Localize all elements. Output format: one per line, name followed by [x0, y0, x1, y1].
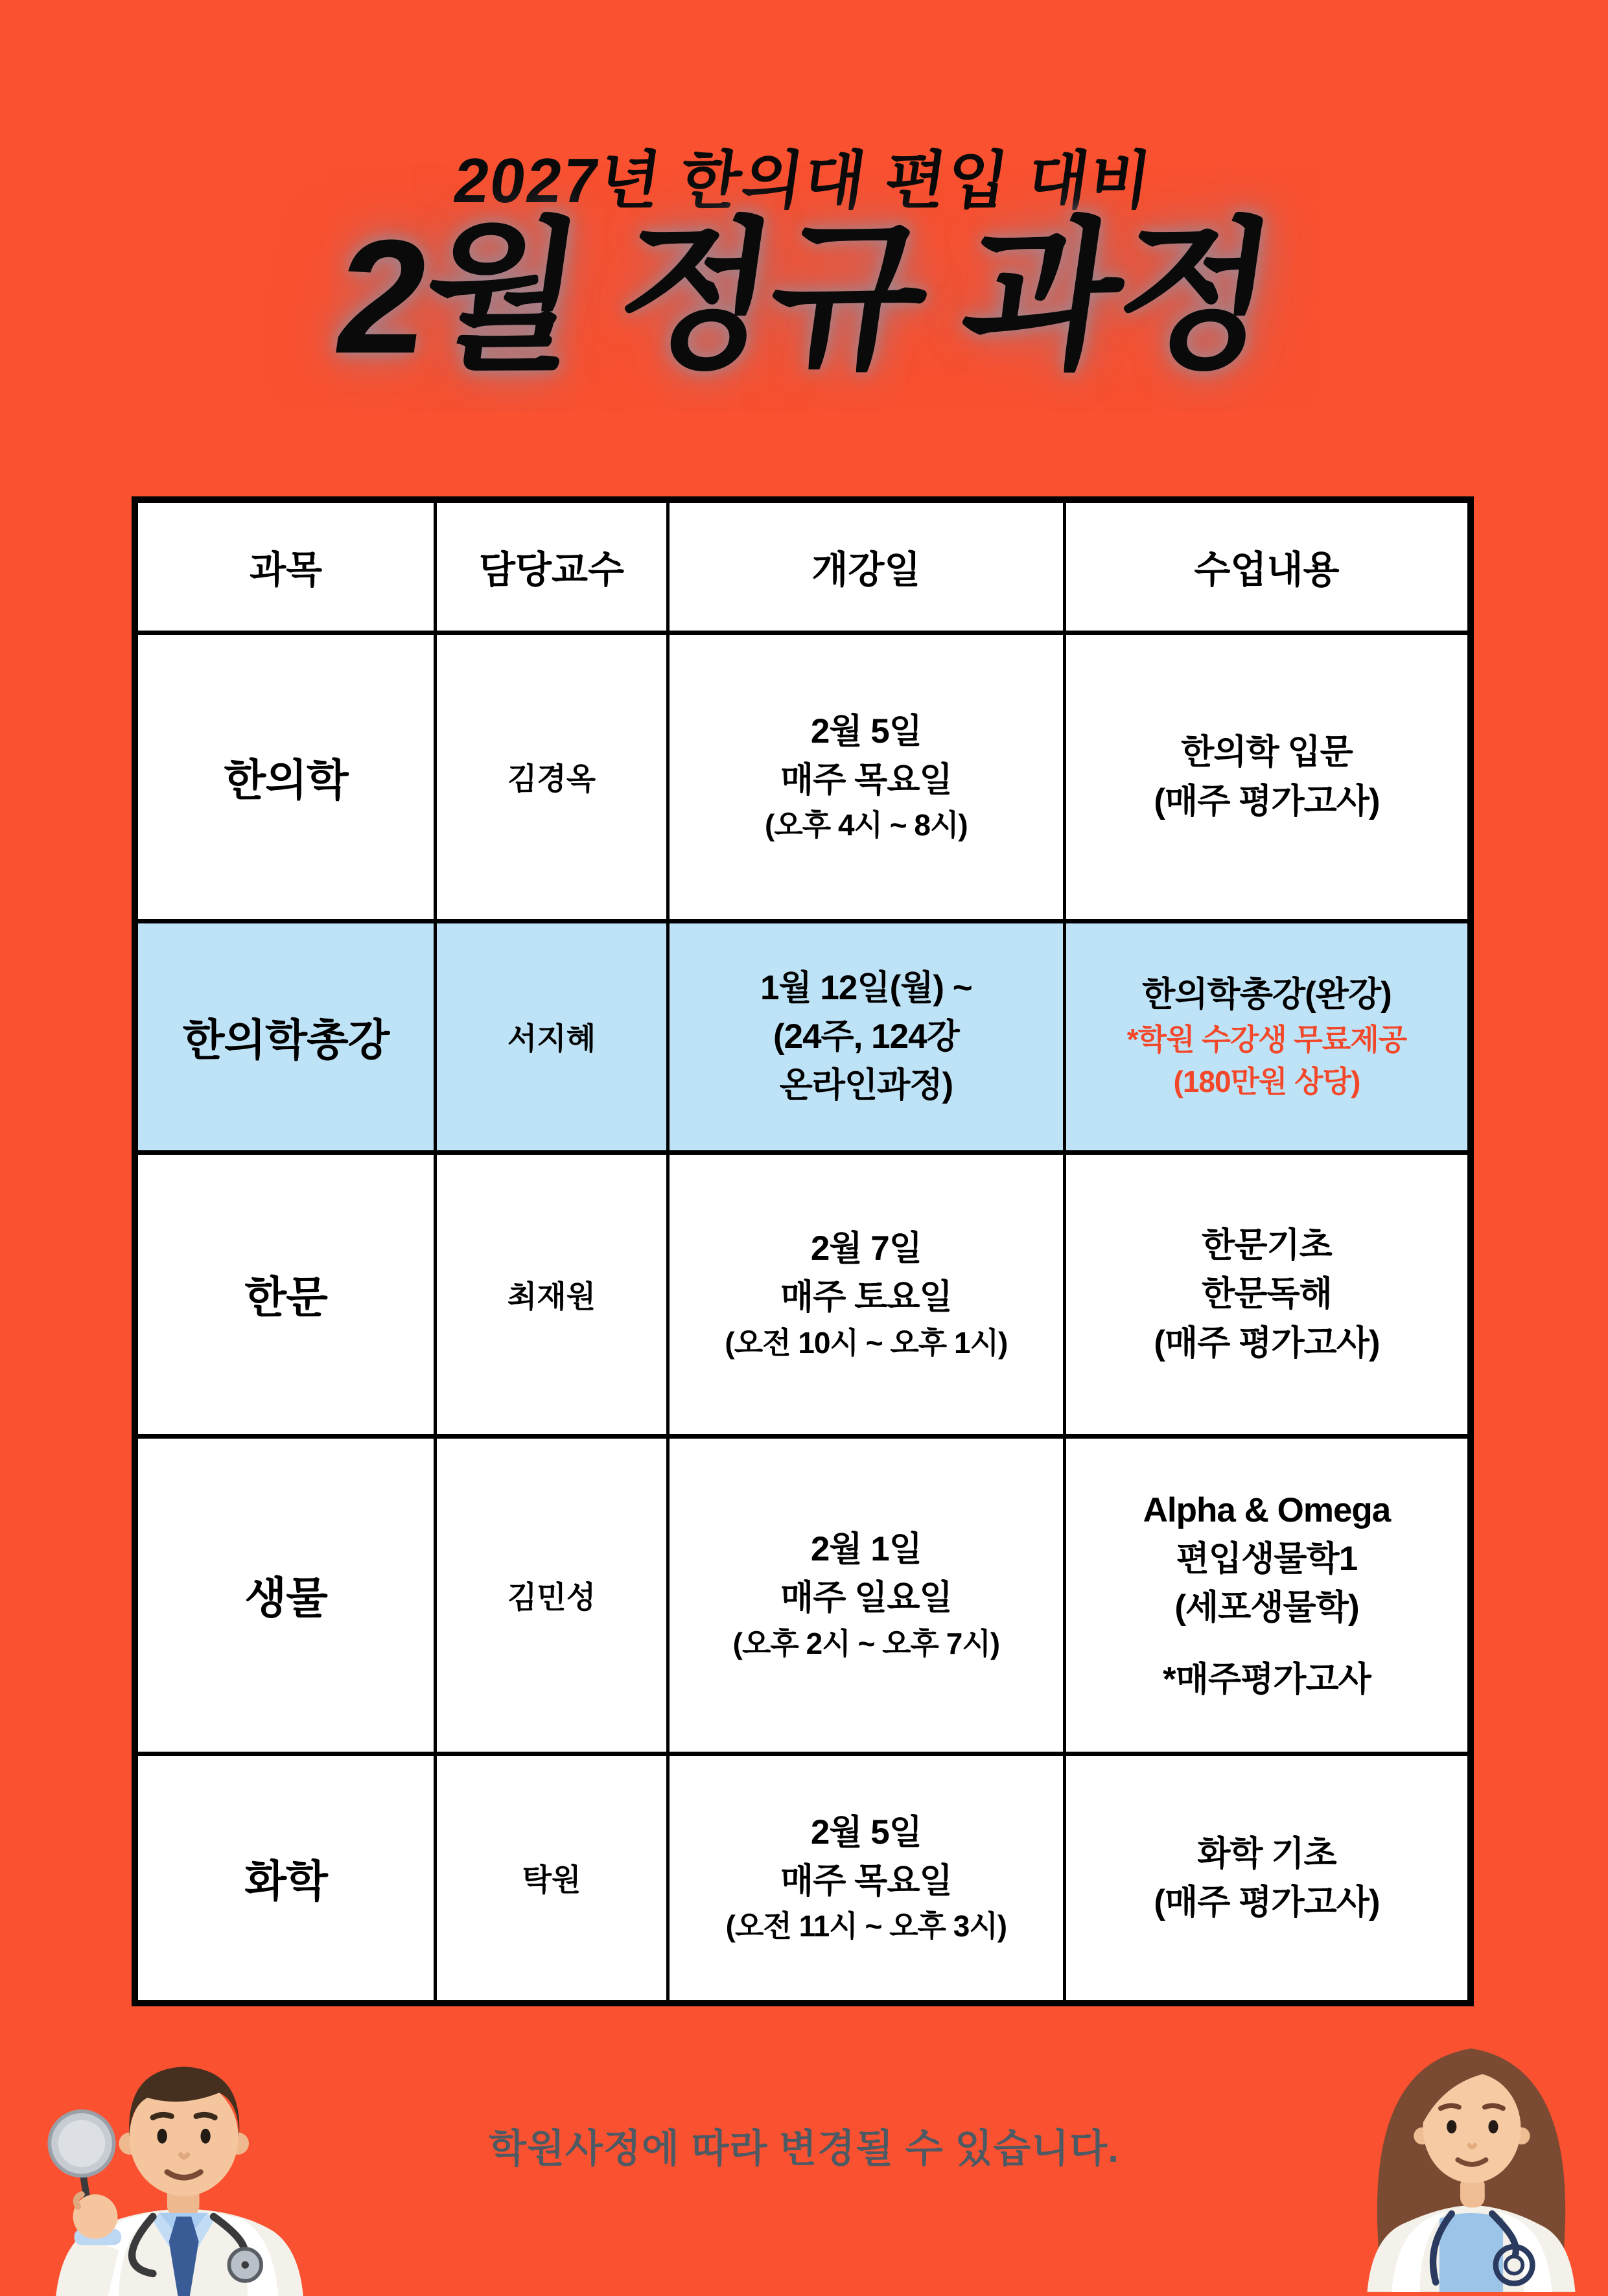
table-row	[135, 1152, 1471, 1436]
content-line: (세포생물학)	[1174, 1588, 1359, 1627]
subject-label: 한문	[244, 1273, 327, 1322]
footnote: 학원사정에 따라 변경될 수 있습니다.	[489, 2127, 1119, 2170]
subject-cell	[135, 1152, 436, 1436]
table-header-row	[135, 500, 1471, 632]
col-header-start-date: 개강일	[668, 500, 1064, 632]
table-row	[135, 1754, 1471, 2003]
professor-name: 김민성	[507, 1579, 596, 1614]
professor-name: 탁원	[522, 1862, 581, 1897]
course-table-body	[135, 632, 1471, 2003]
content-line: (매주 평가고사)	[1154, 1883, 1380, 1921]
content-line: 한문기초	[1202, 1226, 1332, 1265]
content-line: (매주 평가고사)	[1154, 1323, 1380, 1362]
professor-name: 김경옥	[507, 761, 596, 796]
male-doctor-illustration	[26, 2050, 305, 2296]
table-row	[135, 1436, 1471, 1754]
poster-subtitle: 2027년 한의대 편입 대비	[449, 145, 1158, 216]
subject-label: 생물	[244, 1574, 327, 1623]
subject-label: 화학	[244, 1857, 327, 1906]
professor-cell	[436, 632, 668, 921]
start-date-line: 2월 5일	[810, 712, 922, 750]
content-line: 편입생물학1	[1176, 1539, 1358, 1578]
content-line: (180만원 상당)	[1173, 1065, 1360, 1099]
content-cell	[1064, 921, 1471, 1152]
content-cell	[1064, 1436, 1471, 1754]
content-cell	[1064, 1152, 1471, 1436]
male-doctor-raised-hand	[49, 2111, 121, 2296]
start-date-line: 매주 일요일	[780, 1579, 952, 1618]
start-date-line: 1월 12일(월) ~	[760, 968, 972, 1007]
subject-label: 한의학총강	[182, 1015, 390, 1065]
professor-cell	[436, 1152, 668, 1436]
start-date-line: 매주 목요일	[780, 760, 952, 799]
content-line: Alpha & Omega	[1143, 1490, 1391, 1529]
start-date-line: 2월 5일	[810, 1813, 922, 1851]
start-date-line: 2월 1일	[810, 1530, 922, 1569]
content-cell	[1064, 632, 1471, 921]
professor-name: 최재원	[507, 1279, 596, 1314]
start-date-line: (오전 11시 ~ 오후 3시)	[725, 1909, 1007, 1943]
start-date-line: 2월 7일	[810, 1229, 922, 1268]
professor-cell	[436, 921, 668, 1152]
subject-label: 한의학	[224, 756, 348, 805]
start-date-line: (24주, 124강	[773, 1017, 959, 1056]
subject-cell	[135, 1754, 436, 2003]
professor-cell	[436, 1754, 668, 2003]
start-date-cell	[668, 1436, 1064, 1754]
content-cell	[1064, 1754, 1471, 2003]
start-date-line: 매주 토요일	[780, 1278, 952, 1317]
table-row	[135, 632, 1471, 921]
subject-cell	[135, 1436, 436, 1754]
subject-cell	[135, 921, 436, 1152]
start-date-line: 온라인과정)	[779, 1066, 953, 1105]
content-line: 화학 기초	[1197, 1834, 1336, 1873]
start-date-cell	[668, 1152, 1064, 1436]
start-date-line: (오전 10시 ~ 오후 1시)	[725, 1325, 1008, 1360]
professor-cell	[436, 1436, 668, 1754]
start-date-line: 매주 목요일	[780, 1862, 952, 1901]
start-date-line: (오후 4시 ~ 8시)	[765, 808, 968, 842]
content-line: 한의학 입문	[1181, 733, 1353, 772]
start-date-cell	[668, 632, 1064, 921]
content-line: *매주평가고사	[1163, 1660, 1371, 1699]
professor-name: 서지혜	[507, 1021, 596, 1056]
course-table	[132, 496, 1474, 2006]
start-date-line: (오후 2시 ~ 오후 7시)	[732, 1626, 1000, 1660]
poster-title: 2월 정규 과정	[325, 206, 1283, 387]
col-header-subject: 과목	[135, 500, 436, 632]
col-header-content: 수업내용	[1064, 500, 1471, 632]
content-line: 한문독해	[1202, 1275, 1332, 1314]
male-doctor-head	[119, 2067, 249, 2196]
content-line: *학원 수강생 무료제공	[1126, 1022, 1407, 1056]
content-line: 한의학총강(완강)	[1142, 975, 1392, 1014]
content-line: (매주 평가고사)	[1154, 782, 1380, 820]
col-header-professor: 담당교수	[436, 500, 668, 632]
start-date-cell	[668, 1754, 1064, 2003]
subject-cell	[135, 632, 436, 921]
table-row	[135, 921, 1471, 1152]
start-date-cell	[668, 921, 1064, 1152]
female-doctor-illustration	[1361, 2028, 1581, 2296]
